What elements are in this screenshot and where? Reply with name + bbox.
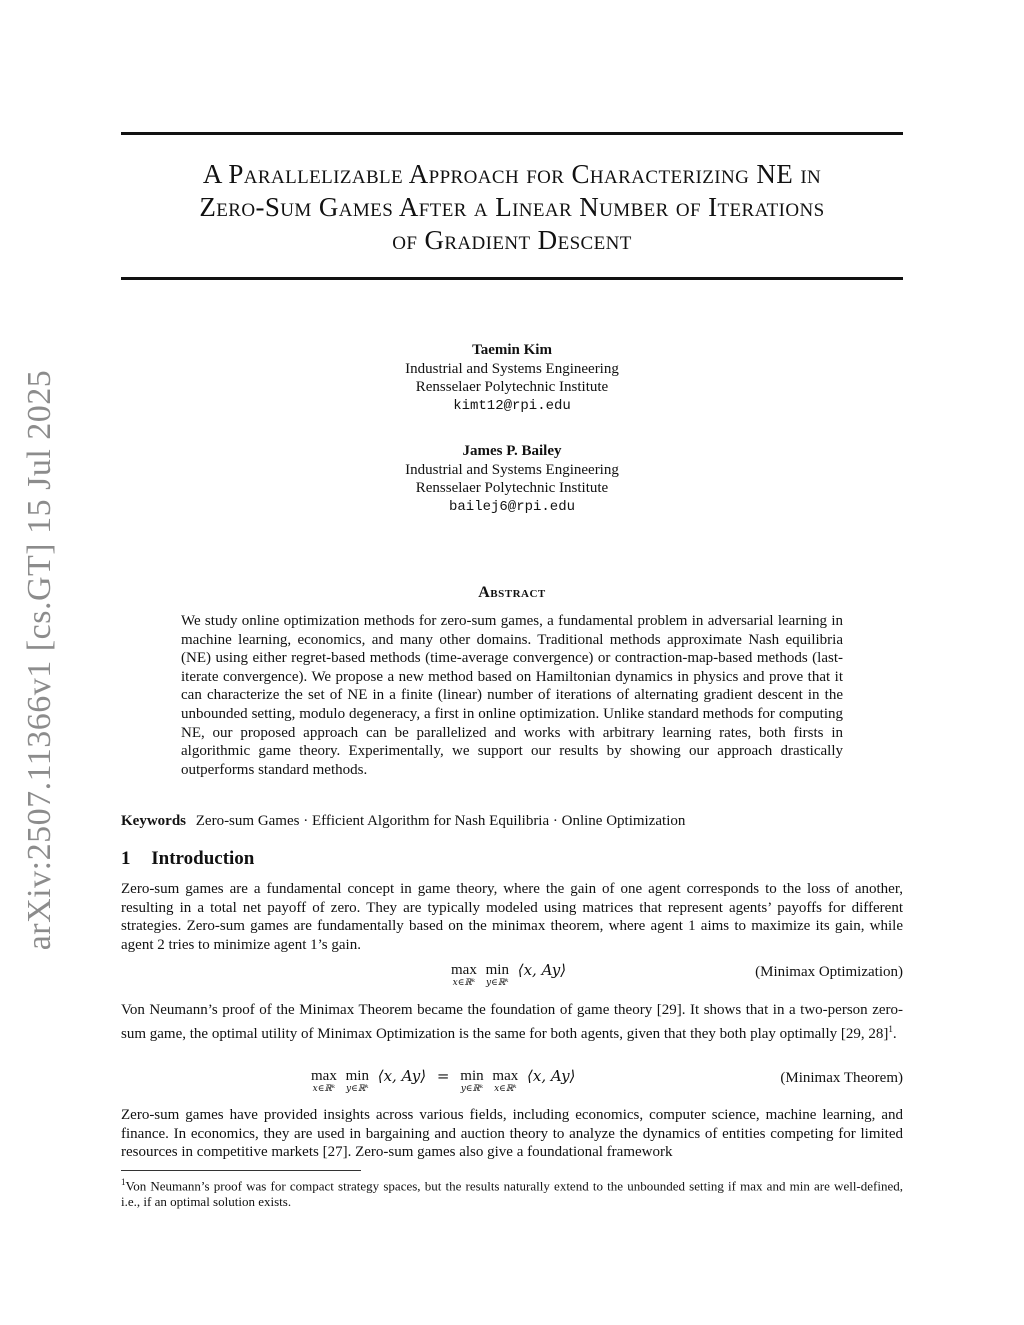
- section-heading: [121, 848, 254, 870]
- equals-sign: =: [436, 1067, 450, 1085]
- equation-2-math: [311, 1068, 575, 1094]
- title-top-rule: [121, 132, 903, 135]
- author-name: Taemin Kim: [472, 342, 552, 358]
- title-line-3: of Gradient Descent: [392, 225, 632, 255]
- equation-minimax-theorem: [121, 1068, 903, 1102]
- max-operator: max x∈ℝᵏ: [492, 1068, 519, 1094]
- inner-product-expression: ⟨x, Ay⟩: [527, 1067, 576, 1085]
- keywords-line: [121, 813, 685, 830]
- max-operator: max x∈ℝᵏ: [451, 962, 477, 988]
- author-block-2: [0, 442, 1024, 516]
- equation-1-label: (Minimax Optimization): [755, 964, 903, 980]
- min-operator: min y∈ℝᵏ: [485, 962, 509, 988]
- footnote-text: Von Neumann’s proof was for compact strategy spaces, but the results naturally extend to the unbounded setting if max and min are well-defined, i.e., if an optimal solution exists.: [121, 1178, 903, 1210]
- keywords-label: Keywords: [121, 813, 186, 829]
- abstract-heading: Abstract: [478, 584, 546, 601]
- min-operator: min y∈ℝᵏ: [460, 1068, 484, 1094]
- equation-2-label: (Minimax Theorem): [780, 1070, 903, 1086]
- arxiv-identifier-stamp: arXiv:2507.11366v1 [cs.GT] 15 Jul 2025: [21, 369, 58, 951]
- footnote-mark: 1: [121, 1177, 126, 1187]
- author-institution: Rensselaer Polytechnic Institute: [415, 379, 609, 395]
- author-email: bailej6@rpi.edu: [448, 498, 576, 515]
- title-bottom-rule: [121, 277, 903, 280]
- paragraph-3: Zero-sum games have provided insights across various fields, including economics, computer science, machine learning, and finance. In economics, they are used in bargaining and auction theory to analyze the dynamics of entities competing for limited resources in competitive markets [27]. Zero-sum games also give a foundational framework: [121, 1107, 903, 1161]
- equation-1-math: [451, 962, 566, 988]
- footnote-reference[interactable]: 1: [888, 1023, 893, 1034]
- author-block-1: [0, 341, 1024, 415]
- paper-title: [121, 158, 903, 257]
- footnote-divider: [121, 1170, 361, 1171]
- section-number: 1: [121, 848, 131, 869]
- author-email: kimt12@rpi.edu: [453, 397, 571, 414]
- paragraph-1: Zero-sum games are a fundamental concept in game theory, where the gain of one agent corresponds to the loss of another, resulting in a total net payoff of zero. They are typically modeled using matrices that represent agents’ payoffs for different strategies. Zero-sum games are fundamentally based on the minimax theorem, where agent 1 aims to maximize its gain, while agent 2 tries to minimize agent 1’s gain.: [121, 881, 903, 953]
- section-title: Introduction: [151, 848, 255, 869]
- inner-product-expression: ⟨x, Ay⟩: [377, 1067, 427, 1085]
- author-name: James P. Bailey: [462, 443, 562, 459]
- footnote: [121, 1174, 903, 1210]
- author-affiliation: Industrial and Systems Engineering: [405, 461, 619, 478]
- keywords-text: Zero-sum Games · Efficient Algorithm for Nash Equilibria · Online Optimization: [195, 813, 686, 829]
- paragraph-2: Von Neumann’s proof of the Minimax Theorem became the foundation of game theory [29]. It shows that in a two-person zero-sum game, the optimal utility of Minimax Optimization is the same for both agents, given that they both play optimally [29, 28]$^1$.: [121, 1002, 903, 1042]
- author-affiliation: Industrial and Systems Engineering: [405, 360, 619, 377]
- abstract-body: We study online optimization methods for zero-sum games, a fundamental problem in adversarial learning in machine learning, economics, and many other domains. Traditional methods approximate Nash equilibria (NE) using either regret-based methods (time-average convergence) or contraction-map-based methods (last-iterate convergence). We propose a new method based on Hamiltonian dynamics in physics and prove that it can characterize the set of NE in a finite (linear) number of iterations of alternating gradient descent in the unbounded setting, modulo degeneracy, a first in online optimization. Unlike standard methods for computing NE, our proposed approach can be parallelized and works with arbitrary learning rates, both firsts in algorithmic game theory. Experimentally, we support our results by showing our approach drastically outperforms standard methods.: [181, 613, 843, 778]
- equation-minimax-optimization: [121, 962, 903, 996]
- paragraph-2-text: Von Neumann’s proof of the Minimax Theorem became the foundation of game theory [29]. It shows that in a two-person zero-sum game, the optimal utility of Minimax Optimization is the same for both agents, given that they both play optimally [29, 28]: [121, 1002, 903, 1042]
- max-operator: max x∈ℝᵏ: [311, 1068, 337, 1094]
- min-operator: min y∈ℝᵏ: [345, 1068, 369, 1094]
- inner-product-expression: ⟨x, Ay⟩: [517, 961, 567, 979]
- title-line-1: A Parallelizable Approach for Characterizing NE in: [202, 159, 822, 189]
- title-line-2: Zero-Sum Games After a Linear Number of Iterations: [199, 192, 825, 222]
- author-institution: Rensselaer Polytechnic Institute: [415, 480, 609, 496]
